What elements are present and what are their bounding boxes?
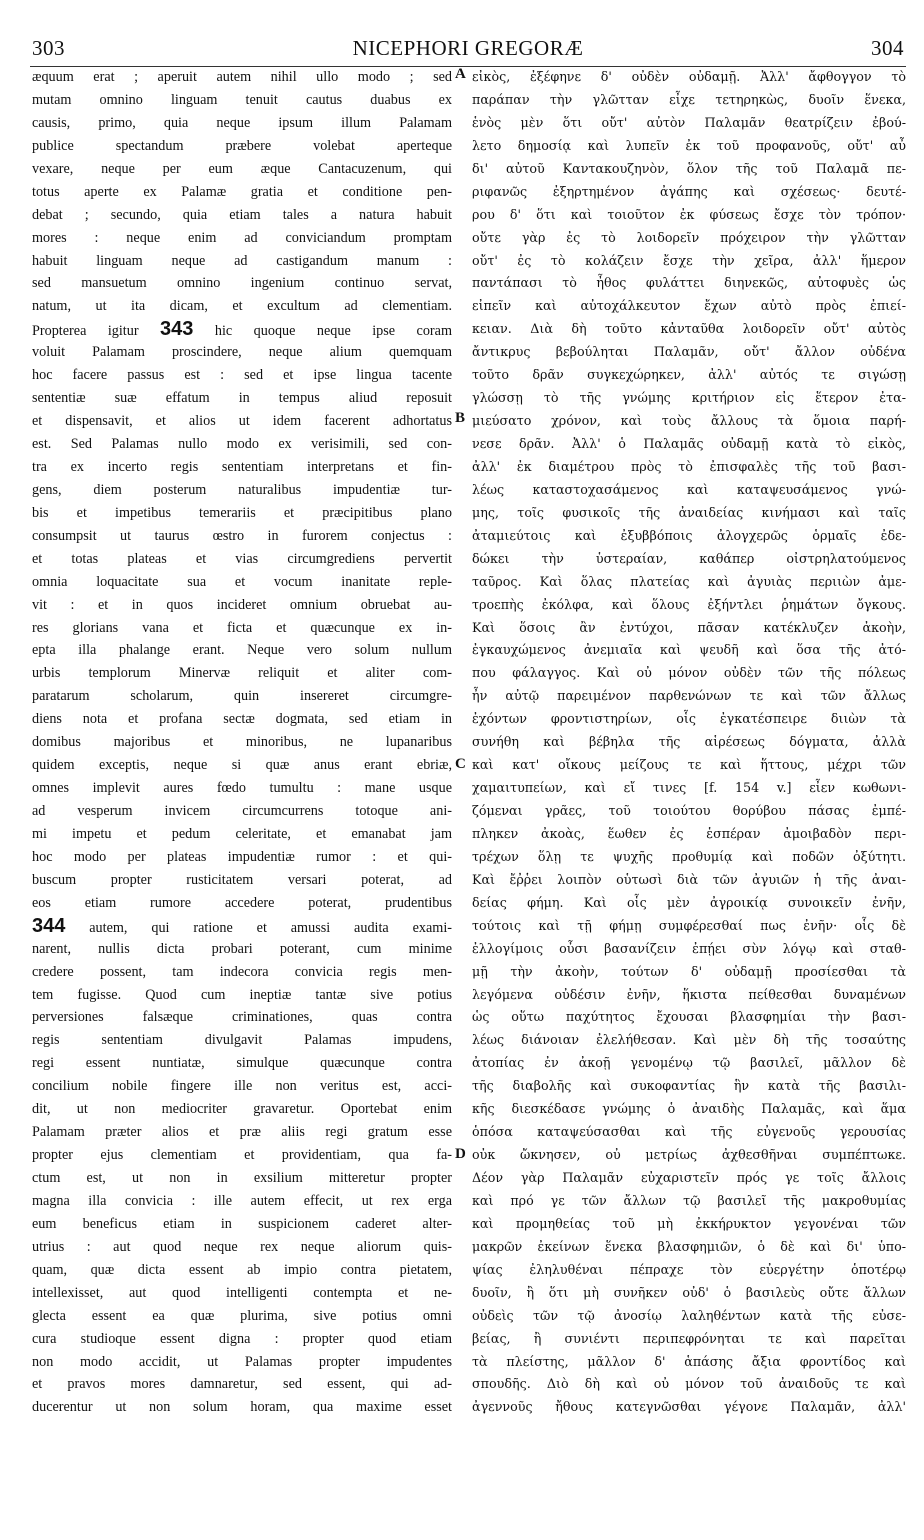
greek-line: ἐχόντων φροντιστηρίων, οἷς ἐγκατέσπειρε διιὼν τὰ — [472, 711, 906, 727]
latin-line: concilium nobile fingere ille non veritus est, acci- — [32, 1078, 452, 1095]
latin-line: ducerentur ut non solum horam, qua maxime esset — [32, 1399, 452, 1416]
latin-line: epta illa phalange erant. Neque vero solum nullum — [32, 642, 452, 659]
greek-line: εἰπεῖν καὶ αὐτοχάλκευτον ἔχων αὐτὸ πρὸς ἐπιεί- — [472, 298, 906, 314]
greek-line: δι' αὐτοῦ Καντακουζηνὸν, ὅλον τῆς τοῦ Παλαμᾶ πε- — [472, 160, 906, 176]
latin-line: ad vesperum invicem circumcurrens totoque ani- — [32, 803, 452, 819]
greek-line: τῆς διαβολῆς καὶ συκοφαντίας ἣν κατὰ τῆς βασιλι- — [472, 1078, 906, 1094]
greek-line: ἦν αὐτῷ παρειμένον παρθενώνων τε καὶ τῶν ἄλλως — [472, 688, 906, 704]
greek-line: οὔτ' ἐς τὸ κολάζειν ἔσχε τὴν χεῖρα, ἀλλ' ἥμερον — [472, 252, 906, 268]
latin-line: consumpsit ut taurus œstro in furorem conjectus : — [32, 527, 452, 544]
greek-line: νεσε δρᾶν. Ἀλλ' ὁ Παλαμᾶς οὐδαμῇ κατὰ τὸ εἰκὸς, — [472, 436, 906, 451]
greek-line: ταῦρος. Καὶ ὅλας πλατείας καὶ ἀγυιὰς περιιὼν ἀμε- — [472, 573, 906, 589]
greek-line: ἀγεννοῦς ἤθους κατεγνῶσθαι γέγονε Παλαμᾶν, ἀλλ' — [472, 1399, 906, 1415]
greek-line: τρέχων ὅλῃ τε ψυχῆς προθυμίᾳ καὶ ποδῶν ὀξύτητι. — [472, 848, 906, 864]
greek-line: ὁπόσα καταψεύσασθαι καὶ τῆς εὐγενοῦς γερουσίας — [472, 1124, 906, 1140]
greek-line: Δέον γὰρ Παλαμᾶν εὐχαριστεῖν πρός γε τοῖς ἄλλοις — [472, 1170, 906, 1185]
greek-line: τοῦτο δρᾶν συγκεχώρηκεν, ἀλλ' αὐτός τε σιγώσῃ — [472, 367, 906, 383]
latin-line: et pravos mores damnaretur, sed essent, qui ad- — [32, 1376, 452, 1393]
greek-line: κῆς διεσκέδασε γνώμης ὁ ἀναιδὴς Παλαμᾶς, καὶ ἅμα — [472, 1101, 906, 1117]
latin-line: intellexisset, aut quod intelligenti contempta et ne- — [32, 1284, 452, 1301]
margin-number: 343 — [160, 318, 194, 341]
greek-line: καὶ προμηθείας τοῦ μὴ ἐκκήρυκτον γεγονέναι τῶν — [472, 1215, 906, 1231]
latin-line: publice spectandum præbere volebat aperteque — [32, 137, 452, 154]
latin-line: res glorians vana et ficta et quæcunque ex in- — [32, 619, 452, 636]
margin-number: 344 — [32, 914, 66, 937]
greek-line: ἀλλ' ἐκ διαμέτρου πρὸς τὸ ἐπισφαλὲς τῆς τοῦ βασι- — [472, 458, 906, 474]
latin-line: habuit linguam neque ad castigandum manum : — [32, 252, 452, 269]
greek-line: ἐγκαυχώμενος ἀνεμιαῖα καὶ ψευδῆ καὶ ὅσα τῆς ἀτό- — [472, 642, 906, 658]
greek-line: τούτοις καὶ τῇ φήμῃ συμφέρεσθαί πως ἐνῆν· οἷς δὲ — [472, 917, 906, 933]
latin-line: dit, ut non mediocriter gravaretur. Oportebat enim — [32, 1101, 452, 1118]
latin-line: debat ; secundo, quia etiam tales a natura habuit — [32, 206, 452, 223]
running-title: NICEPHORI GREGORÆ — [352, 36, 584, 60]
greek-line: μακρῶν ἐκείνων ἕνεκα βλασφημιῶν, ὁ δὲ καὶ δι' ὑπο- — [472, 1238, 906, 1254]
greek-line: μης, τοῖς φυσικοῖς τῆς ἀναιδείας κινήμασι καὶ ταῖς — [472, 504, 906, 520]
running-header — [30, 36, 906, 67]
latin-line: omnia loquacitate sua et vocum inanitate reple- — [32, 573, 452, 590]
latin-line: diens nota et profana sectæ dogmata, sed etiam in — [32, 711, 452, 728]
latin-line: regi essent nuntiatæ, simulque quæcunque contra — [32, 1055, 452, 1072]
greek-line: ἀτοπίας ἐν ἀκοῇ γενομένῳ τῷ βασιλεῖ, μᾶλλον δὲ — [472, 1055, 906, 1071]
latin-line: tra ex incerto regis sententiam interpretans et fin- — [32, 458, 452, 475]
greek-line: ρου δ' ὅτι καὶ τοιοῦτον ἐκ φύσεως ἔσχε τὸν τρόπον· — [472, 206, 906, 222]
latin-line: bis et impetibus temerariis et præcipitibus plano — [32, 504, 452, 521]
latin-line: domibus majoribus et minoribus, ne lupanaribus — [32, 734, 452, 751]
greek-line: πληκεν ἀκοὰς, ἕωθεν ἐς ἑσπέραν ἀμοιβαδὸν περι- — [472, 825, 906, 841]
latin-line: eum beneficus etiam in suspicionem caderet alter- — [32, 1215, 452, 1232]
latin-line: quam, quæ dicta essent ab impio contra pietatem, — [32, 1261, 452, 1278]
latin-line: eos etiam rumore accedere poterat, prudentibus — [32, 894, 452, 911]
latin-line: mi impetu et pedum celeritate, et emanabat jam — [32, 825, 452, 842]
section-marker-c: C — [455, 756, 466, 772]
greek-line: καὶ πρό γε τῶν ἄλλων τῷ βασιλεῖ τῆς μακροθυμίας — [472, 1192, 906, 1208]
greek-line: ζόμεναι γρᾶες, τοῦ τοιούτου θορύβου πάσας ἐμπέ- — [472, 803, 906, 818]
greek-line: παράπαν τὴν γλῶτταν εἶχε τετηρηκὼς, δυοῖν ἕνεκα, — [472, 91, 906, 107]
greek-line: βείας, ἢ συνιέντι περιπεφρόνηται τε καὶ παρεῖται — [472, 1330, 906, 1346]
greek-line: ὡς οὕτω παχύτητος ἔχουσαι βλασφημίαι τὴν βασι- — [472, 1009, 906, 1025]
greek-line: οὐδεὶς τῶν τῷ ἀνοσίῳ λαληθέντων κατὰ τῆς εὐσε- — [472, 1307, 906, 1323]
greek-line: οὔτε γὰρ ἐς τὸ λοιδορεῖν πρόχειρον τὴν γλῶτταν — [472, 229, 906, 245]
greek-line: μιεύσατο χρόνον, καὶ τοὺς ἄλλους τὰ ὅμοια παρή- — [472, 413, 906, 429]
latin-line: vexare, neque per eum æque Cantacuzenum, qui — [32, 160, 452, 177]
greek-line: κειαν. Διὰ δὴ τοῦτο κἀνταῦθα λοιδορεῖν οὔτ' αὐτὸς — [472, 321, 906, 337]
latin-line: magna illa convicia : ille autem effecit, ut rex erga — [32, 1192, 452, 1209]
greek-column — [472, 66, 906, 1419]
latin-line: propter ejus clementiam et providentiam, qua fa- — [32, 1147, 452, 1164]
latin-line: mores : neque enim ad conviciandum promptam — [32, 229, 452, 246]
greek-line: Καὶ ἔῤῥει λοιπὸν οὑτωσὶ διὰ τῶν ἀγυιῶν ἡ τῆς ἀναι- — [472, 871, 906, 887]
latin-line: cura studioque essent digna : propter quod etiam — [32, 1330, 452, 1347]
greek-line: δυοῖν, ἢ ὅτι μὴ συνῆκεν οὐδ' ὁ βασιλεὺς οὔτε ἄλλων — [472, 1284, 906, 1300]
latin-line: hoc facere passus est : sed et ipse lingua tacente — [32, 367, 452, 384]
greek-line: λέως διάνοιαν ἐλελήθεσαν. Καὶ μὲν δὴ τῆς τοσαύτης — [472, 1032, 906, 1048]
latin-line: est. Sed Palamas nullo modo ex verisimili, sed con- — [32, 436, 452, 452]
section-marker-b: B — [455, 410, 466, 426]
latin-line: 344 autem, qui ratione et amussi audita exami- — [32, 914, 452, 937]
greek-line: παντάπασι τὸ ἦθος φυλάττει διηνεκῶς, αὐτοφυὲς ὡς — [472, 275, 906, 291]
greek-line: δώκει τὴν ὑστεραίαν, καθάπερ οἰστρηλατούμενος — [472, 550, 906, 566]
greek-line: συνήθη καὶ βέβηλα τῆς αἱρέσεως δόγματα, ἀλλὰ — [472, 734, 906, 750]
latin-line: regis sententiam divulgavit Palamas impudens, — [32, 1032, 452, 1049]
latin-line: gens, diem posterum naturalibus impudentiæ tur- — [32, 481, 452, 498]
latin-line: sed mansuetum omnino ingenium continuo servat, — [32, 275, 452, 292]
latin-line: Propterea igitur 343 hic quoque neque ipse coram — [32, 318, 452, 341]
latin-line: perversiones falsæque criminationes, quas contra — [32, 1009, 452, 1026]
greek-line: τροεπὴς ἐκόλφα, καὶ ὅλους ἐξήντλει ῥημάτων ὄγκους. — [472, 596, 906, 612]
page-number-right: 304 — [871, 36, 904, 60]
greek-line: εἰκὸς, ἐξέφηνε δ' οὐδὲν οὐδαμῇ. Ἀλλ' ἄφθογγον τὸ — [472, 69, 906, 84]
latin-line: et totas plateas et vias circumgrediens pervertit — [32, 550, 452, 567]
latin-line: natum, ut ita dicam, et excultum ad clementiam. — [32, 298, 452, 315]
greek-line: ριφανῶς ἐξηρτημένον ἀγάπης καὶ σχέσεως· δευτέ- — [472, 183, 906, 199]
latin-line: narent, nullis dicta probari poterant, cum minime — [32, 940, 452, 957]
latin-line: mutam omnino linguam tenuit cautus duabus ex — [32, 91, 452, 108]
greek-line: σπουδῆς. Διὸ δὴ καὶ οὐ μόνον τοῦ ἀναιδοῦς τε καὶ — [472, 1376, 906, 1392]
latin-line: glecta essent ea quæ plurima, sive potius omni — [32, 1307, 452, 1324]
latin-line: voluit Palamam proscindere, neque alium quemquam — [32, 344, 452, 361]
latin-line: causis, primo, quia neque ipsum illum Palamam — [32, 114, 452, 131]
greek-line: οὐκ ὤκνησεν, οὐ μετρίως ἀχθεσθῆναι συμπέπτωκε. — [472, 1147, 906, 1163]
greek-line: χαμαιτυπείων, καὶ εἴ τινες [f. 154 v.] εἶεν κωθωνι- — [472, 780, 906, 796]
greek-line: ἑνὸς μὲν ὅτι οὔτ' αὐτὸν Παλαμᾶν θεατρίζειν ἐβού- — [472, 114, 906, 130]
greek-line: λέως καταστοχασάμενος καὶ καταψευσάμενος γνώ- — [472, 481, 906, 497]
latin-line: tem fugisse. Quod cum ineptiæ tantæ sive potius — [32, 986, 452, 1003]
section-marker-d: D — [455, 1146, 466, 1162]
greek-line: δείας φήμη. Καὶ οἷς μὲν ἀγροικίᾳ συνοικεῖν ἐνῆν, — [472, 894, 906, 910]
greek-line: λεγόμενα οὐδέσιν ἐνῆν, ἥκιστα πείθεσθαι δυναμένων — [472, 986, 906, 1002]
greek-line: ψίας ἐληλυθέναι πέπραχε τὸν εὐεργέτην ὁποτέρῳ — [472, 1261, 906, 1277]
greek-line: ἄντικρυς βεβούληται Παλαμᾶν, οὔτ' ἄλλον οὐδένα — [472, 344, 906, 360]
greek-line: μῇ τὴν ἀκοὴν, τούτων δ' οὐδαμῇ προσίεσθαι τὰ — [472, 963, 906, 979]
latin-line: utrius : aut quod neque rex neque aliorum quis- — [32, 1238, 452, 1255]
latin-line: credere possent, tam indecora convicia regis men- — [32, 963, 452, 980]
greek-line: γλώσσῃ τὸ τῆς γνώμης κριτήριον εἰς ἕτερον ἐτα- — [472, 390, 906, 406]
latin-line: urbis templorum Minervæ reliquit et aliter com- — [32, 665, 452, 682]
section-marker-a: A — [455, 66, 466, 82]
latin-line: sententiæ suæ effatum in tempus aliud reposuit — [32, 390, 452, 407]
latin-line: æquum erat ; aperuit autem nihil ullo modo ; sed — [32, 69, 452, 85]
latin-column — [32, 66, 452, 1419]
greek-line: καὶ κατ' οἴκους μείζους τε καὶ ἥττους, μέχρι τῶν — [472, 757, 906, 773]
greek-line: ἐλλογίμοις οὖσι βασανίζειν ἐπῄει σὺν λόγῳ καὶ σταθ- — [472, 940, 906, 956]
latin-line: non modo accidit, ut Palamas propter impudentes — [32, 1353, 452, 1370]
greek-line: που φάλαγγος. Καὶ οὐ μόνον οὐδὲν τῶν τῆς πόλεως — [472, 665, 906, 681]
greek-line: τὰ πλείστης, μᾶλλον δ' ἁπάσης ἄξια φροντίδος καὶ — [472, 1353, 906, 1369]
latin-line: hoc modo per plateas impudentiæ rumor : et qui- — [32, 848, 452, 865]
latin-line: et dispensavit, et alios ut idem facerent adhortatus — [32, 413, 452, 430]
page-number-left: 303 — [32, 36, 65, 60]
latin-line: paratarum scholarum, quin insereret circumgre- — [32, 688, 452, 705]
latin-line: totus aperte ex Palamæ gratia et conditione pen- — [32, 183, 452, 200]
greek-line: Καὶ ὅσοις ἂν ἐντύχοι, πᾶσαν κατέκλυζεν ἀκοὴν, — [472, 619, 906, 635]
latin-line: vit : et in quos incideret omnium obruebat au- — [32, 596, 452, 613]
greek-line: ἀταμιεύτοις καὶ ἐξυββόποις ἀλογχερῶς ὁρμαῖς ἐδε- — [472, 527, 906, 543]
latin-line: ctum est, ut non in exsilium mitteretur propter — [32, 1170, 452, 1186]
greek-line: λετο δημοσίᾳ καὶ λυπεῖν ἐκ τοῦ προφανοῦς, οὔτ' αὖ — [472, 137, 906, 153]
latin-line: quidem exceptis, neque si quæ anus erant ebriæ, — [32, 757, 452, 774]
latin-line: buscum propter rusticitatem versari poterat, ad — [32, 871, 452, 888]
latin-line: Palamam præter alios et præ aliis regi gratum esse — [32, 1124, 452, 1141]
latin-line: omnes implevit aures fœdo tumultu : mane usque — [32, 780, 452, 797]
